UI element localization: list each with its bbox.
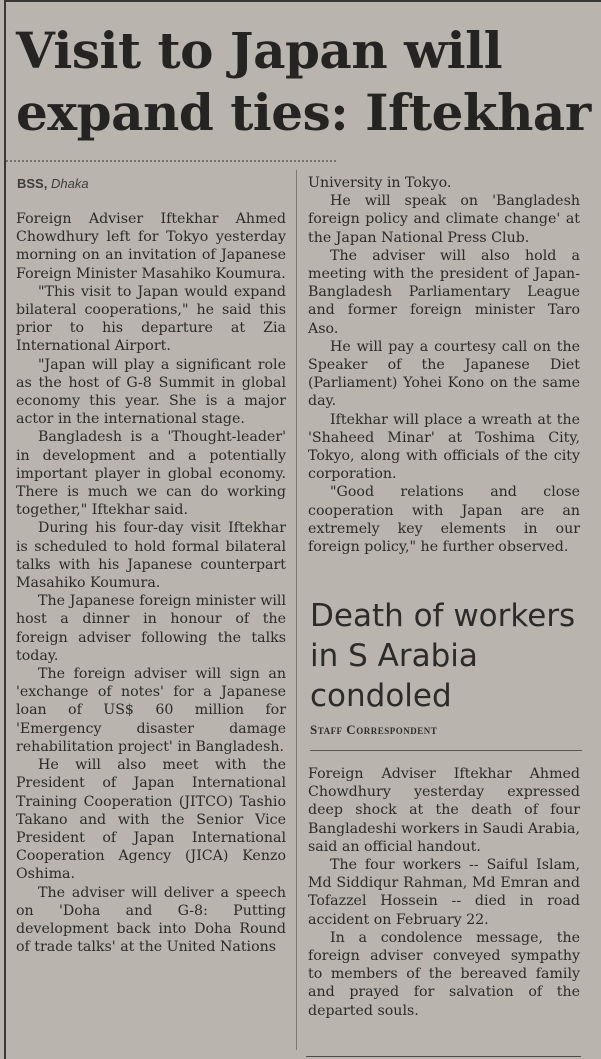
paragraph: Iftekhar will place a wreath at the 'Shaheed Minar' at Toshima City, Tokyo, along with officials of the city corporation.: [308, 411, 580, 483]
column-divider: [296, 170, 297, 1050]
second-headline: Death of workers in S Arabia condoled: [310, 598, 576, 714]
byline: [17, 176, 89, 191]
paragraph: University in Tokyo.: [308, 175, 452, 191]
paragraph: The four workers -- Saiful Islam, Md Siddiqur Rahman, Md Emran and Tofazzel Hossein -- died in road accident on February 22.: [308, 857, 580, 928]
staff-byline: Staff Correspondent: [310, 722, 438, 737]
headline-dotted-rule: [6, 160, 336, 162]
paragraph: The foreign adviser will sign an 'exchange of notes' for a Japanese loan of US$ 60 million for 'Emergency disaster damage rehabilitation project' in Bangladesh.: [16, 666, 286, 755]
paragraph: "Good relations and close cooperation with Japan are an extremely key elements in our foreign policy," he further observed.: [308, 484, 580, 556]
article-column-2: [308, 174, 580, 556]
main-headline: Visit to Japan will expand ties: Iftekhar: [16, 21, 591, 142]
paragraph: Bangladesh is a 'Thought-leader' in development and a potentially important player in global economy. There is much we can do working together," Iftekhar said.: [16, 429, 286, 519]
paragraph: He will pay a courtesy call on the Speaker of the Japanese Diet (Parliament) Yohei Kono on the same day.: [308, 338, 580, 410]
paragraph: The Japanese foreign minister will host a dinner in honour of the foreign adviser following the talks today.: [16, 593, 286, 664]
paragraph: The adviser will deliver a speech on 'Doha and G-8: Putting development back into Doha Round of trade talks' at the United Nations: [16, 884, 286, 956]
frame-top-border: [4, 0, 601, 2]
paragraph: He will speak on 'Bangladesh foreign policy and climate change' at the Japan National Press Club.: [308, 193, 580, 246]
paragraph: The adviser will also hold a meeting with the president of Japan-Bangladesh Parliamentary League and former foreign minister Taro Aso.: [308, 247, 580, 337]
byline-city: Dhaka: [50, 176, 89, 191]
paragraph: During his four-day visit Iftekhar is scheduled to hold formal bilateral talks with his Japanese counterpart Masahiko Koumura.: [16, 520, 286, 592]
paragraph: "This visit to Japan would expand bilateral cooperations," he said this prior to his departure at Zia International Airport.: [16, 283, 286, 355]
byline-agency: BSS,: [17, 176, 48, 191]
paragraph: Foreign Adviser Iftekhar Ahmed Chowdhury yesterday expressed deep shock at the death of four Bangladeshi workers in Saudi Arabia, said an official handout.: [308, 766, 580, 855]
second-article-body: [308, 765, 580, 1020]
byline-rule: [310, 750, 582, 751]
frame-left-border: [4, 0, 6, 1059]
bottom-rule: [306, 1056, 581, 1057]
paragraph: "Japan will play a significant role as the host of G-8 Summit in global economy this year. She is a major actor in the international stage.: [16, 356, 286, 428]
article-column-1: [16, 210, 286, 956]
paragraph: Foreign Adviser Iftekhar Ahmed Chowdhury left for Tokyo yesterday morning on an invitation of Japanese Foreign Minister Masahiko Koumura.: [16, 211, 286, 282]
paragraph: In a condolence message, the foreign adviser conveyed sympathy to members of the bereaved family and prayed for salvation of the departed souls.: [308, 929, 580, 1019]
paragraph: He will also meet with the President of Japan International Training Cooperation (JITCO) Tashio Takano and with the Senior Vice President of Japan International Cooperation Agency (JICA) Kenzo Oshima.: [16, 757, 286, 883]
